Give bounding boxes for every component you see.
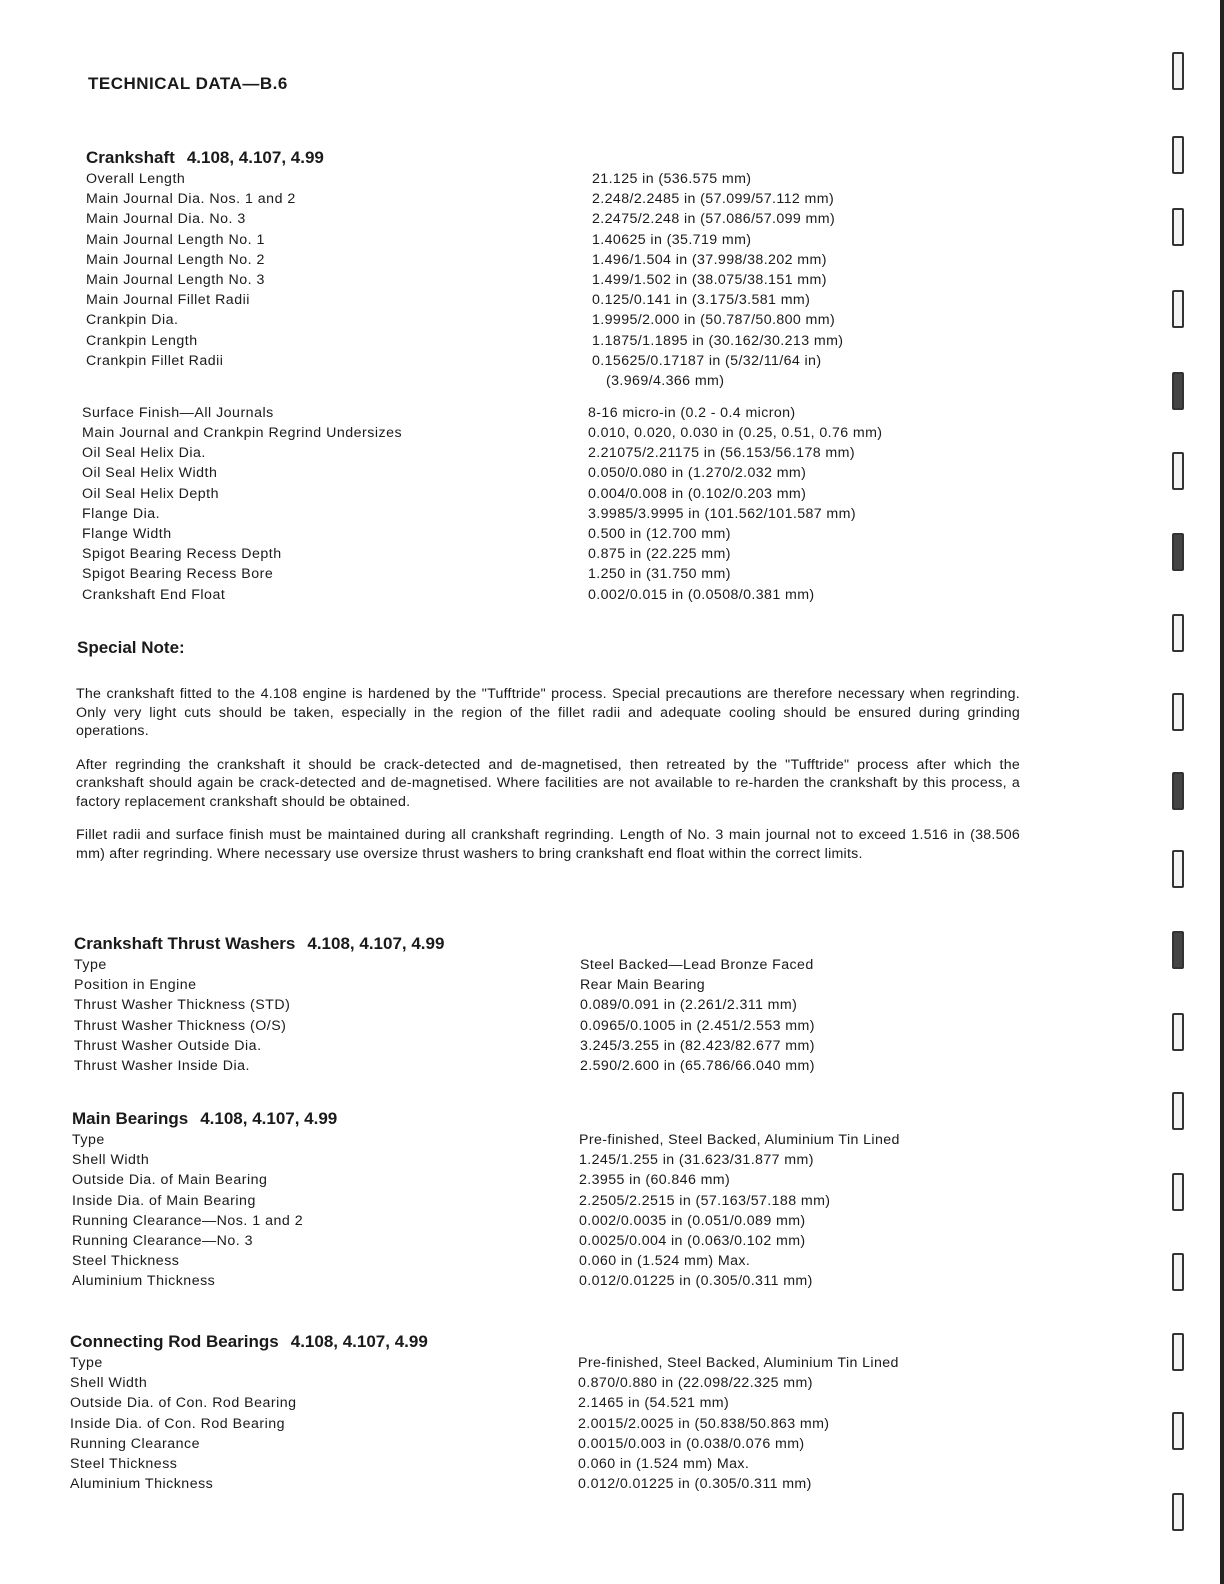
page-edge-rule	[1220, 0, 1224, 1584]
spec-label: Type	[74, 957, 107, 973]
spec-row	[82, 504, 946, 524]
section-models: 4.108, 4.107, 4.99	[290, 1332, 428, 1351]
spec-label: Aluminium Thickness	[72, 1273, 216, 1290]
spec-row	[86, 189, 946, 209]
spec-label: Type	[72, 1132, 105, 1148]
crankshaft-section	[82, 147, 946, 605]
spec-value: 0.0965/0.1005 in (2.451/2.553 mm)	[580, 1017, 815, 1034]
spec-label: Thrust Washer Thickness (STD)	[74, 997, 291, 1014]
spec-label: Thrust Washer Thickness (O/S)	[74, 1017, 287, 1034]
note-paragraph: After regrinding the crankshaft it should be crack-detected and de-magnetised, then retreated by the "Tufftride" process after which the crankshaft should again be crack-detected and de-magnetised. Where facilities are not available to re-harden the crankshaft by this process, a factory replacement crankshaft should be obtained.	[76, 756, 1020, 810]
spec-value: (3.969/4.366 mm)	[606, 372, 725, 389]
binder-tab	[1172, 850, 1184, 888]
note-paragraph: Fillet radii and surface finish must be maintained during all crankshaft regrinding. Length of No. 3 main journal not to exceed 1.516 in (38.506 mm) after regrinding. Where necessary use oversize thrust washers to bring crankshaft end float within the correct limits.	[76, 827, 1020, 862]
spec-row	[72, 1211, 932, 1231]
spec-row	[86, 331, 946, 351]
binder-tab	[1172, 372, 1184, 410]
binder-tab	[1172, 693, 1184, 731]
spec-row	[86, 169, 946, 189]
spec-value: 0.0015/0.003 in (0.038/0.076 mm)	[578, 1435, 805, 1452]
spec-label: Crankpin Fillet Radii	[86, 352, 224, 369]
spec-value: 2.1465 in (54.521 mm)	[578, 1395, 730, 1412]
spec-value: 8-16 micro-in (0.2 - 0.4 micron)	[588, 404, 796, 421]
spec-label: Outside Dia. of Con. Rod Bearing	[70, 1395, 297, 1412]
binder-tab	[1172, 533, 1184, 571]
spec-value: 0.125/0.141 in (3.175/3.581 mm)	[592, 292, 811, 309]
section-heading	[86, 147, 946, 169]
binder-tab	[1172, 1013, 1184, 1051]
spec-row	[86, 310, 946, 330]
spec-label: Shell Width	[70, 1375, 148, 1392]
spec-row-continuation	[86, 371, 946, 391]
spec-row	[86, 290, 946, 310]
spec-value: 1.496/1.504 in (37.998/38.202 mm)	[592, 251, 827, 268]
spec-value: 0.002/0.0035 in (0.051/0.089 mm)	[579, 1212, 806, 1229]
spec-value: 0.050/0.080 in (1.270/2.032 mm)	[588, 465, 807, 482]
spec-label: Main Journal Length No. 2	[86, 251, 265, 268]
spec-value: 0.060 in (1.524 mm) Max.	[579, 1253, 751, 1270]
spec-row	[86, 230, 946, 250]
spec-row	[72, 1231, 932, 1251]
spec-value: 2.2475/2.248 in (57.086/57.099 mm)	[592, 211, 836, 228]
spec-value: 1.1875/1.1895 in (30.162/30.213 mm)	[592, 332, 844, 349]
spec-row	[74, 1016, 934, 1036]
spec-label: Main Journal and Crankpin Regrind Undersizes	[82, 425, 403, 442]
spec-row	[86, 209, 946, 229]
binder-tab	[1172, 1173, 1184, 1211]
section-models: 4.108, 4.107, 4.99	[200, 1109, 338, 1128]
spec-value: 0.875 in (22.225 mm)	[588, 546, 731, 563]
spec-row	[82, 544, 946, 564]
spec-label: Crankpin Dia.	[86, 312, 179, 329]
note-paragraph: The crankshaft fitted to the 4.108 engine is hardened by the "Tufftride" process. Special precautions are therefore necessary when regrinding. Only very light cuts should be taken, especially in the region of the fillet radii and adequate cooling should be ensured during grinding operations.	[76, 686, 1020, 739]
spec-row	[70, 1434, 930, 1454]
spec-label: Main Journal Dia. Nos. 1 and 2	[86, 191, 296, 208]
spec-label: Running Clearance	[70, 1435, 200, 1452]
spec-label: Flange Width	[82, 526, 172, 542]
spec-value: 0.002/0.015 in (0.0508/0.381 mm)	[588, 586, 815, 603]
con-rod-bearings-section	[70, 1331, 930, 1494]
spec-value: 1.245/1.255 in (31.623/31.877 mm)	[579, 1152, 814, 1169]
spec-value: 0.500 in (12.700 mm)	[588, 526, 731, 542]
spec-row	[86, 250, 946, 270]
spec-row	[72, 1170, 932, 1190]
spec-row	[82, 403, 946, 423]
spec-label: Overall Length	[86, 171, 186, 187]
spec-table	[70, 1353, 930, 1494]
spec-label: Outside Dia. of Main Bearing	[72, 1172, 268, 1189]
spec-row	[74, 995, 934, 1015]
binder-tab	[1172, 1333, 1184, 1371]
binder-tab	[1172, 614, 1184, 652]
spec-value: 3.245/3.255 in (82.423/82.677 mm)	[580, 1037, 815, 1054]
spec-label: Shell Width	[72, 1152, 150, 1169]
binder-tab	[1172, 1253, 1184, 1291]
spec-row	[70, 1454, 930, 1474]
spec-value: 1.499/1.502 in (38.075/38.151 mm)	[592, 271, 827, 288]
spec-label: Inside Dia. of Main Bearing	[72, 1192, 256, 1209]
spec-value: 2.590/2.600 in (65.786/66.040 mm)	[580, 1057, 815, 1074]
spec-value: 2.0015/2.0025 in (50.838/50.863 mm)	[578, 1415, 830, 1432]
spec-row	[72, 1191, 932, 1211]
spec-value: Steel Backed—Lead Bronze Faced	[580, 957, 814, 973]
spec-value: 0.15625/0.17187 in (5/32/11/64 in)	[592, 352, 822, 369]
spec-value: 0.870/0.880 in (22.098/22.325 mm)	[578, 1375, 813, 1392]
section-title: Main Bearings	[72, 1109, 189, 1128]
spec-row	[82, 443, 946, 463]
spec-label: Type	[70, 1355, 103, 1371]
spec-value: 0.012/0.01225 in (0.305/0.311 mm)	[579, 1273, 813, 1290]
section-models: 4.108, 4.107, 4.99	[307, 934, 445, 953]
spec-value: 2.21075/2.21175 in (56.153/56.178 mm)	[588, 445, 855, 462]
spec-row	[82, 423, 946, 443]
special-note-body	[76, 685, 1020, 878]
spec-value: 21.125 in (536.575 mm)	[592, 171, 752, 187]
spec-label: Oil Seal Helix Depth	[82, 485, 219, 502]
spec-value: 0.010, 0.020, 0.030 in (0.25, 0.51, 0.76 mm)	[588, 425, 883, 442]
spec-value: 1.250 in (31.750 mm)	[588, 566, 731, 583]
spec-label: Crankpin Length	[86, 332, 198, 349]
binder-tab	[1172, 1412, 1184, 1450]
binder-tab	[1172, 1092, 1184, 1130]
section-title: Connecting Rod Bearings	[70, 1332, 279, 1351]
spec-row	[72, 1150, 932, 1170]
spec-value: 2.248/2.2485 in (57.099/57.112 mm)	[592, 191, 835, 208]
spec-row	[82, 484, 946, 504]
binder-tab	[1172, 931, 1184, 969]
spec-value: 0.060 in (1.524 mm) Max.	[578, 1455, 750, 1472]
binder-tab	[1172, 52, 1184, 90]
spec-table	[74, 955, 934, 1076]
spec-label: Running Clearance—Nos. 1 and 2	[72, 1212, 304, 1229]
spec-label: Crankshaft End Float	[82, 586, 226, 603]
spec-label: Surface Finish—All Journals	[82, 404, 274, 421]
spec-label: Oil Seal Helix Width	[82, 465, 218, 482]
section-heading	[70, 1331, 930, 1353]
spec-value: Pre-finished, Steel Backed, Aluminium Tin Lined	[579, 1132, 900, 1148]
spec-row	[74, 975, 934, 995]
spec-row	[70, 1353, 930, 1373]
spec-value: 0.012/0.01225 in (0.305/0.311 mm)	[578, 1476, 812, 1493]
spec-table	[72, 1130, 932, 1292]
spec-label: Main Journal Fillet Radii	[86, 292, 250, 309]
binder-tab	[1172, 772, 1184, 810]
spec-row	[70, 1474, 930, 1494]
spec-label: Running Clearance—No. 3	[72, 1232, 254, 1249]
spec-row	[82, 524, 946, 544]
spec-table	[82, 169, 946, 605]
spec-row	[72, 1251, 932, 1271]
spec-label: Inside Dia. of Con. Rod Bearing	[70, 1415, 286, 1432]
special-note-heading: Special Note:	[77, 638, 185, 657]
binder-tab	[1172, 208, 1184, 246]
spec-row	[74, 1036, 934, 1056]
spec-row	[86, 270, 946, 290]
section-models: 4.108, 4.107, 4.99	[186, 148, 324, 167]
spec-row	[82, 585, 946, 605]
section-title: Crankshaft Thrust Washers	[74, 934, 296, 953]
spec-row	[74, 955, 934, 975]
spec-value: 3.9985/3.9995 in (101.562/101.587 mm)	[588, 505, 856, 522]
spec-row	[86, 351, 946, 371]
spec-label: Main Journal Dia. No. 3	[86, 211, 246, 228]
spec-row	[70, 1373, 930, 1393]
main-bearings-section	[72, 1108, 932, 1292]
spec-row	[82, 564, 946, 584]
spec-value: Rear Main Bearing	[580, 977, 706, 994]
binder-tab	[1172, 452, 1184, 490]
spacer	[86, 391, 946, 403]
spec-label: Thrust Washer Inside Dia.	[74, 1057, 250, 1074]
binder-tab	[1172, 136, 1184, 174]
spec-value: 1.40625 in (35.719 mm)	[592, 231, 752, 248]
spec-row	[70, 1414, 930, 1434]
thrust-washers-section	[74, 933, 934, 1076]
spec-label: Oil Seal Helix Dia.	[82, 445, 206, 462]
binder-tab	[1172, 1493, 1184, 1531]
spec-label: Main Journal Length No. 3	[86, 271, 265, 288]
spec-value: 0.0025/0.004 in (0.063/0.102 mm)	[579, 1232, 806, 1249]
section-title: Crankshaft	[86, 148, 175, 167]
spec-value: 0.004/0.008 in (0.102/0.203 mm)	[588, 485, 807, 502]
spec-value: Pre-finished, Steel Backed, Aluminium Tin Lined	[578, 1355, 899, 1371]
page-title: TECHNICAL DATA—B.6	[88, 74, 288, 93]
spec-value: 2.2505/2.2515 in (57.163/57.188 mm)	[579, 1192, 831, 1209]
section-heading	[72, 1108, 932, 1130]
spec-label: Spigot Bearing Recess Bore	[82, 566, 274, 583]
spec-value: 2.3955 in (60.846 mm)	[579, 1172, 731, 1189]
spec-label: Thrust Washer Outside Dia.	[74, 1037, 262, 1054]
spec-value: 1.9995/2.000 in (50.787/50.800 mm)	[592, 312, 836, 329]
spec-label: Spigot Bearing Recess Depth	[82, 546, 282, 563]
spec-row	[72, 1271, 932, 1291]
spec-label: Main Journal Length No. 1	[86, 231, 265, 248]
section-heading	[74, 933, 934, 955]
spec-row	[74, 1056, 934, 1076]
binder-tab	[1172, 290, 1184, 328]
spec-label: Position in Engine	[74, 977, 197, 994]
spec-row	[82, 463, 946, 483]
spec-label: Steel Thickness	[70, 1455, 178, 1472]
spec-table	[82, 403, 946, 605]
spec-row	[72, 1130, 932, 1150]
spec-label: Steel Thickness	[72, 1253, 180, 1270]
spec-label: Aluminium Thickness	[70, 1476, 214, 1493]
spec-row	[70, 1393, 930, 1413]
spec-value: 0.089/0.091 in (2.261/2.311 mm)	[580, 997, 798, 1014]
spec-label: Flange Dia.	[82, 505, 161, 522]
